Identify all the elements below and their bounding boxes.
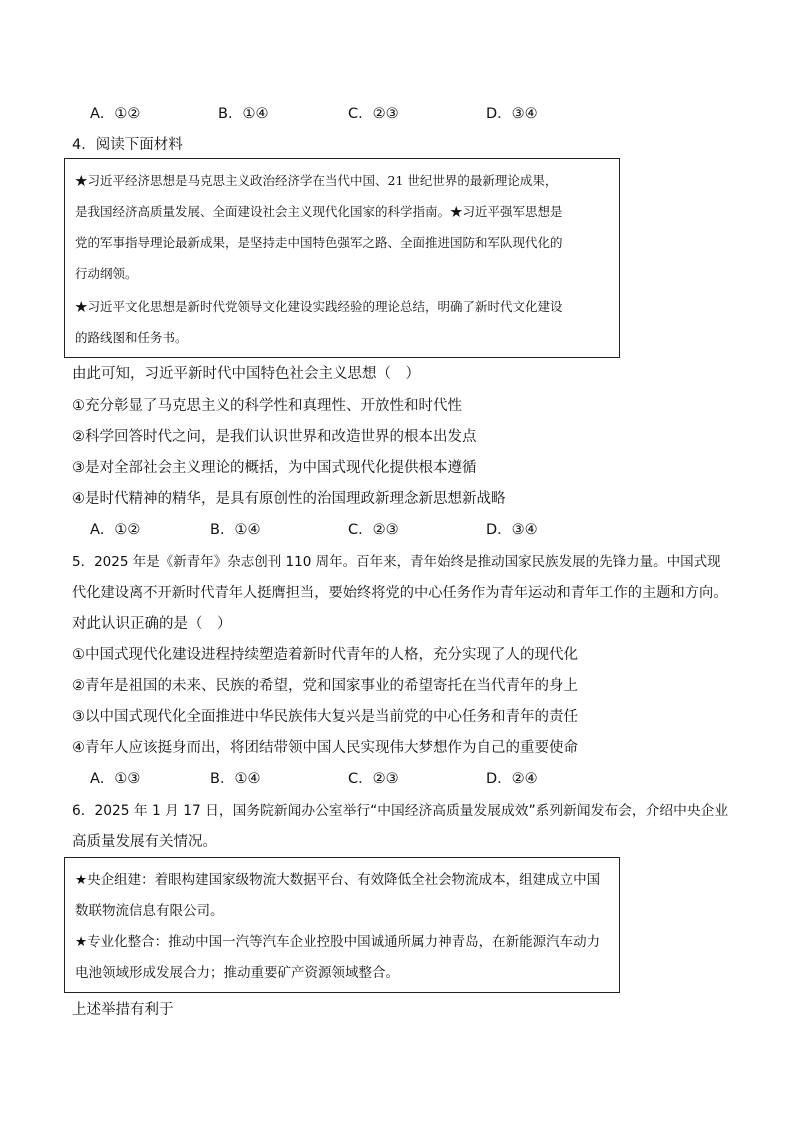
q6-material-line: ★央企组建：着眼构建国家级物流大数据平台、有效降低全社会物流成本，组建成立中国 bbox=[75, 872, 601, 888]
q5-stem-line: 5．2025 年是《新青年》杂志创刊 110 周年。百年来，青年始终是推动国家民族发展的先锋力量。中国式现 bbox=[72, 554, 721, 570]
q4-material-line: 是我国经济高质量发展、全面建设社会主义现代化国家的科学指南。★习近平强军思想是 bbox=[75, 204, 563, 219]
q3-option-a[interactable]: A．①② bbox=[90, 106, 141, 122]
q5-item-3: ③以中国式现代化全面推进中华民族伟大复兴是当前党的中心任务和青年的责任 bbox=[72, 709, 578, 725]
q5-option-c[interactable]: C．②③ bbox=[348, 771, 399, 787]
q4-material-line: 行动纲领。 bbox=[75, 266, 138, 281]
q4-option-b[interactable]: B．①④ bbox=[210, 522, 261, 538]
q6-material-line: ★专业化整合：推动中国一汽等汽车企业控股中国诚通所属力神青岛，在新能源汽车动力 bbox=[75, 934, 601, 950]
q4-item-1: ①充分彰显了马克思主义的科学性和真理性、开放性和时代性 bbox=[72, 398, 462, 414]
q5-stem-line: 代化建设离不开新时代青年人挺膺担当，要始终将党的中心任务作为青年运动和青年工作的主题和方向。 bbox=[72, 585, 728, 601]
q6-stem-line: 6．2025 年 1 月 17 日，国务院新闻办公室举行“中国经济高质量发展成效”系列新闻发布会，介绍中央企业 bbox=[72, 803, 729, 819]
q5-stem-line: 对此认识正确的是（ ） bbox=[72, 616, 232, 632]
q3-option-d[interactable]: D．③④ bbox=[486, 106, 538, 122]
q4-question: 由此可知，习近平新时代中国特色社会主义思想（ ） bbox=[72, 366, 420, 382]
q5-option-a[interactable]: A．①③ bbox=[90, 771, 141, 787]
q4-material-line: ★习近平文化思想是新时代党领导文化建设实践经验的理论总结，明确了新时代文化建设 bbox=[75, 299, 563, 314]
q6-material-box bbox=[64, 857, 620, 993]
q4-stem: 4．阅读下面材料 bbox=[72, 137, 183, 153]
q5-option-b[interactable]: B．①④ bbox=[210, 771, 261, 787]
q5-option-d[interactable]: D．②④ bbox=[486, 771, 538, 787]
q5-item-1: ①中国式现代化建设进程持续塑造着新时代青年的人格，充分实现了人的现代化 bbox=[72, 647, 578, 663]
q4-option-c[interactable]: C．②③ bbox=[348, 522, 399, 538]
q4-material-line: ★习近平经济思想是马克思主义政治经济学在当代中国、21 世纪世界的最新理论成果， bbox=[75, 173, 558, 188]
q6-material-line: 电池领域形成发展合力；推动重要矿产资源领域整合。 bbox=[75, 965, 399, 981]
q4-item-4: ④是时代精神的精华，是具有原创性的治国理政新理念新思想新战略 bbox=[72, 491, 506, 507]
q4-item-2: ②科学回答时代之问，是我们认识世界和改造世界的根本出发点 bbox=[72, 429, 477, 445]
q6-question: 上述举措有利于 bbox=[72, 1002, 174, 1018]
q4-option-a[interactable]: A．①② bbox=[90, 522, 141, 538]
q3-option-b[interactable]: B．①④ bbox=[218, 106, 269, 122]
q4-material-line: 党的军事指导理论最新成果，是坚持走中国特色强军之路、全面推进国防和军队现代化的 bbox=[75, 235, 563, 250]
q4-material-box bbox=[64, 158, 620, 358]
q6-stem-line: 高质量发展有关情况。 bbox=[72, 834, 217, 850]
q6-material-line: 数联物流信息有限公司。 bbox=[75, 903, 224, 919]
q4-item-3: ③是对全部社会主义理论的概括，为中国式现代化提供根本遵循 bbox=[72, 460, 477, 476]
q5-item-2: ②青年是祖国的未来、民族的希望，党和国家事业的希望寄托在当代青年的身上 bbox=[72, 678, 578, 694]
q4-option-d[interactable]: D．③④ bbox=[486, 522, 538, 538]
q3-option-c[interactable]: C．②③ bbox=[348, 106, 399, 122]
q5-item-4: ④青年人应该挺身而出，将团结带领中国人民实现伟大梦想作为自己的重要使命 bbox=[72, 740, 578, 756]
q4-material-line: 的路线图和任务书。 bbox=[75, 330, 188, 345]
